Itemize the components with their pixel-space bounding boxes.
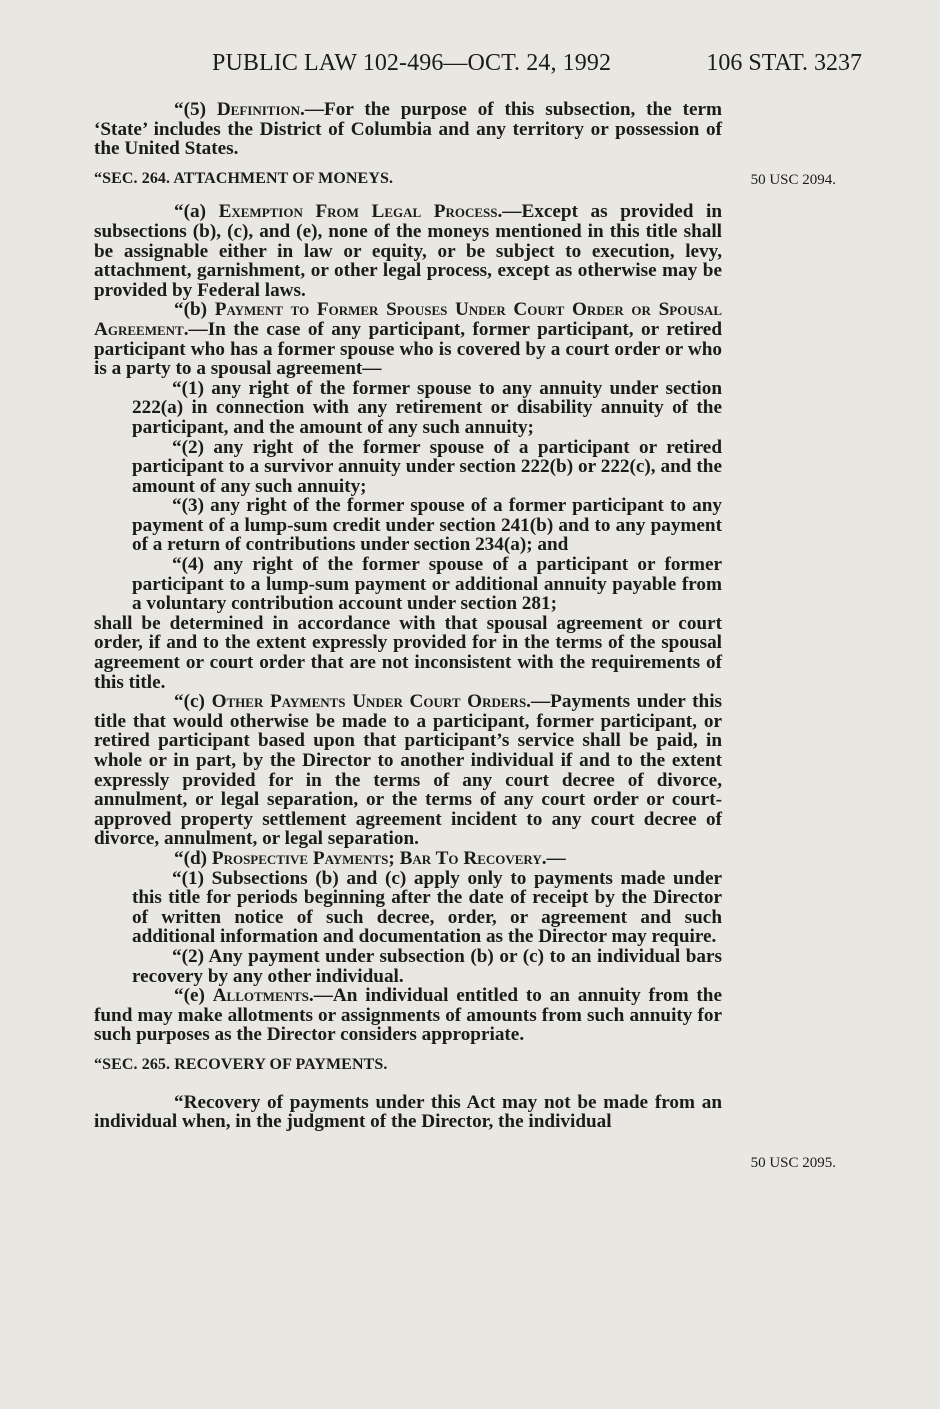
para-lead: “(a) — [174, 201, 219, 223]
subsection-b — [94, 300, 722, 378]
para-lead: “(5) — [174, 99, 217, 120]
para-heading: Definition. — [216, 99, 305, 120]
para-heading: Other Payments Under Court Orders. — [211, 691, 531, 713]
section-gap — [94, 188, 722, 202]
para-lead: “(d) — [174, 847, 212, 869]
paragraph-5-definition — [94, 100, 722, 159]
subsection-d — [94, 849, 722, 869]
para-lead: “(c) — [174, 691, 212, 713]
para-text: —An individual entitled to an annuity from the fund may make allotments or assignments of amounts from such annuity for such purposes as the Director considers appropriate. — [94, 985, 722, 1046]
para-heading: Payment to Former Spouses Under Court Order or Spousal Agreement. — [94, 299, 722, 340]
header-stat-page: 106 STAT. 3237 — [706, 50, 862, 76]
para-text: —Payments under this title that would otherwise be made to a participant, former participant, or retired participant based upon that participant’s service shall be paid, in whole or in part, by the Director to another individual if and to the extent expressly provided for in the terms of any court decree of divorce, annulment, or legal separation, or the terms of any court order or court-approved property settlement agreement incident to any court decree of divorce, annulment, or legal separation. — [94, 691, 723, 850]
paragraph-b4: “(4) any right of the former spouse of a participant or former participant to a lump-sum payment or additional annuity payable from a voluntary contribution account under section 281; — [132, 554, 722, 615]
paragraph-b-tail: shall be determined in accordance with that spousal agreement or court order, if and to the extent expressly provided for in the terms of the spousal agreement or court order that are not inconsistent with the requirements of this title. — [94, 612, 722, 693]
document-body — [94, 100, 722, 1132]
section-264-heading: “SEC. 264. ATTACHMENT OF MONEYS. — [94, 169, 394, 187]
section-gap — [94, 159, 722, 169]
para-lead: “(b) — [174, 299, 215, 321]
running-header — [0, 50, 940, 84]
section-gap — [94, 1045, 722, 1055]
section-265-text: “Recovery of payments under this Act may not be made from an individual when, in the judgment of the Director, the individual — [94, 1091, 722, 1133]
para-lead: “(e) — [174, 985, 213, 1007]
para-text: —Except as provided in subsections (b), (c), and (e), none of the moneys mentioned in this title shall be assignable either in law or equity, or be subject to execution, levy, attachment, garnishment, or other legal process, except as otherwise may be provided by Federal laws. — [94, 201, 723, 301]
para-heading: Allotments. — [212, 985, 314, 1007]
para-text: — — [546, 847, 566, 869]
para-heading: Exemption From Legal Process. — [218, 201, 503, 223]
paragraph-d1: “(1) Subsections (b) and (c) apply only to payments made under this title for periods beginning after the date of receipt by the Director of written notice of such decree, order, or agreement and such additional information and documentation as the Director may require. — [132, 867, 722, 948]
subsection-a — [94, 202, 722, 300]
subsection-c — [94, 692, 722, 849]
para-text: —In the case of any participant, former participant, or retired participant who has a former spouse who is covered by a court order or who is a party to a spousal agreement— — [94, 318, 722, 380]
header-title: PUBLIC LAW 102-496—OCT. 24, 1992 — [212, 50, 612, 76]
section-gap — [94, 1075, 722, 1093]
para-text: —For the purpose of this subsection, the term ‘State’ includes the District of Columbia and any territory or possession of the United States. — [94, 99, 722, 160]
paragraph-b1: “(1) any right of the former spouse to any annuity under section 222(a) in connection with any retirement or disability annuity of the participant, and the amount of any such annuity; — [132, 377, 722, 438]
margin-note-sec264: 50 USC 2094. — [750, 172, 836, 188]
subsection-e — [94, 986, 722, 1045]
margin-note-sec265: 50 USC 2095. — [750, 1155, 836, 1171]
para-heading: Prospective Payments; Bar To Recovery. — [211, 847, 547, 869]
paragraph-b3: “(3) any right of the former spouse of a former participant to any payment of a lump-sum credit under section 241(b) and to any payment of a return of contributions under section 234(a); and — [132, 495, 722, 556]
paragraph-b2: “(2) any right of the former spouse of a participant or retired participant to a survivor annuity under section 222(b) or 222(c), and the amount of any such annuity; — [132, 436, 722, 497]
paragraph-d2: “(2) Any payment under subsection (b) or (c) to an individual bars recovery by any other individual. — [132, 945, 722, 987]
section-265-heading: “SEC. 265. RECOVERY OF PAYMENTS. — [94, 1055, 388, 1073]
